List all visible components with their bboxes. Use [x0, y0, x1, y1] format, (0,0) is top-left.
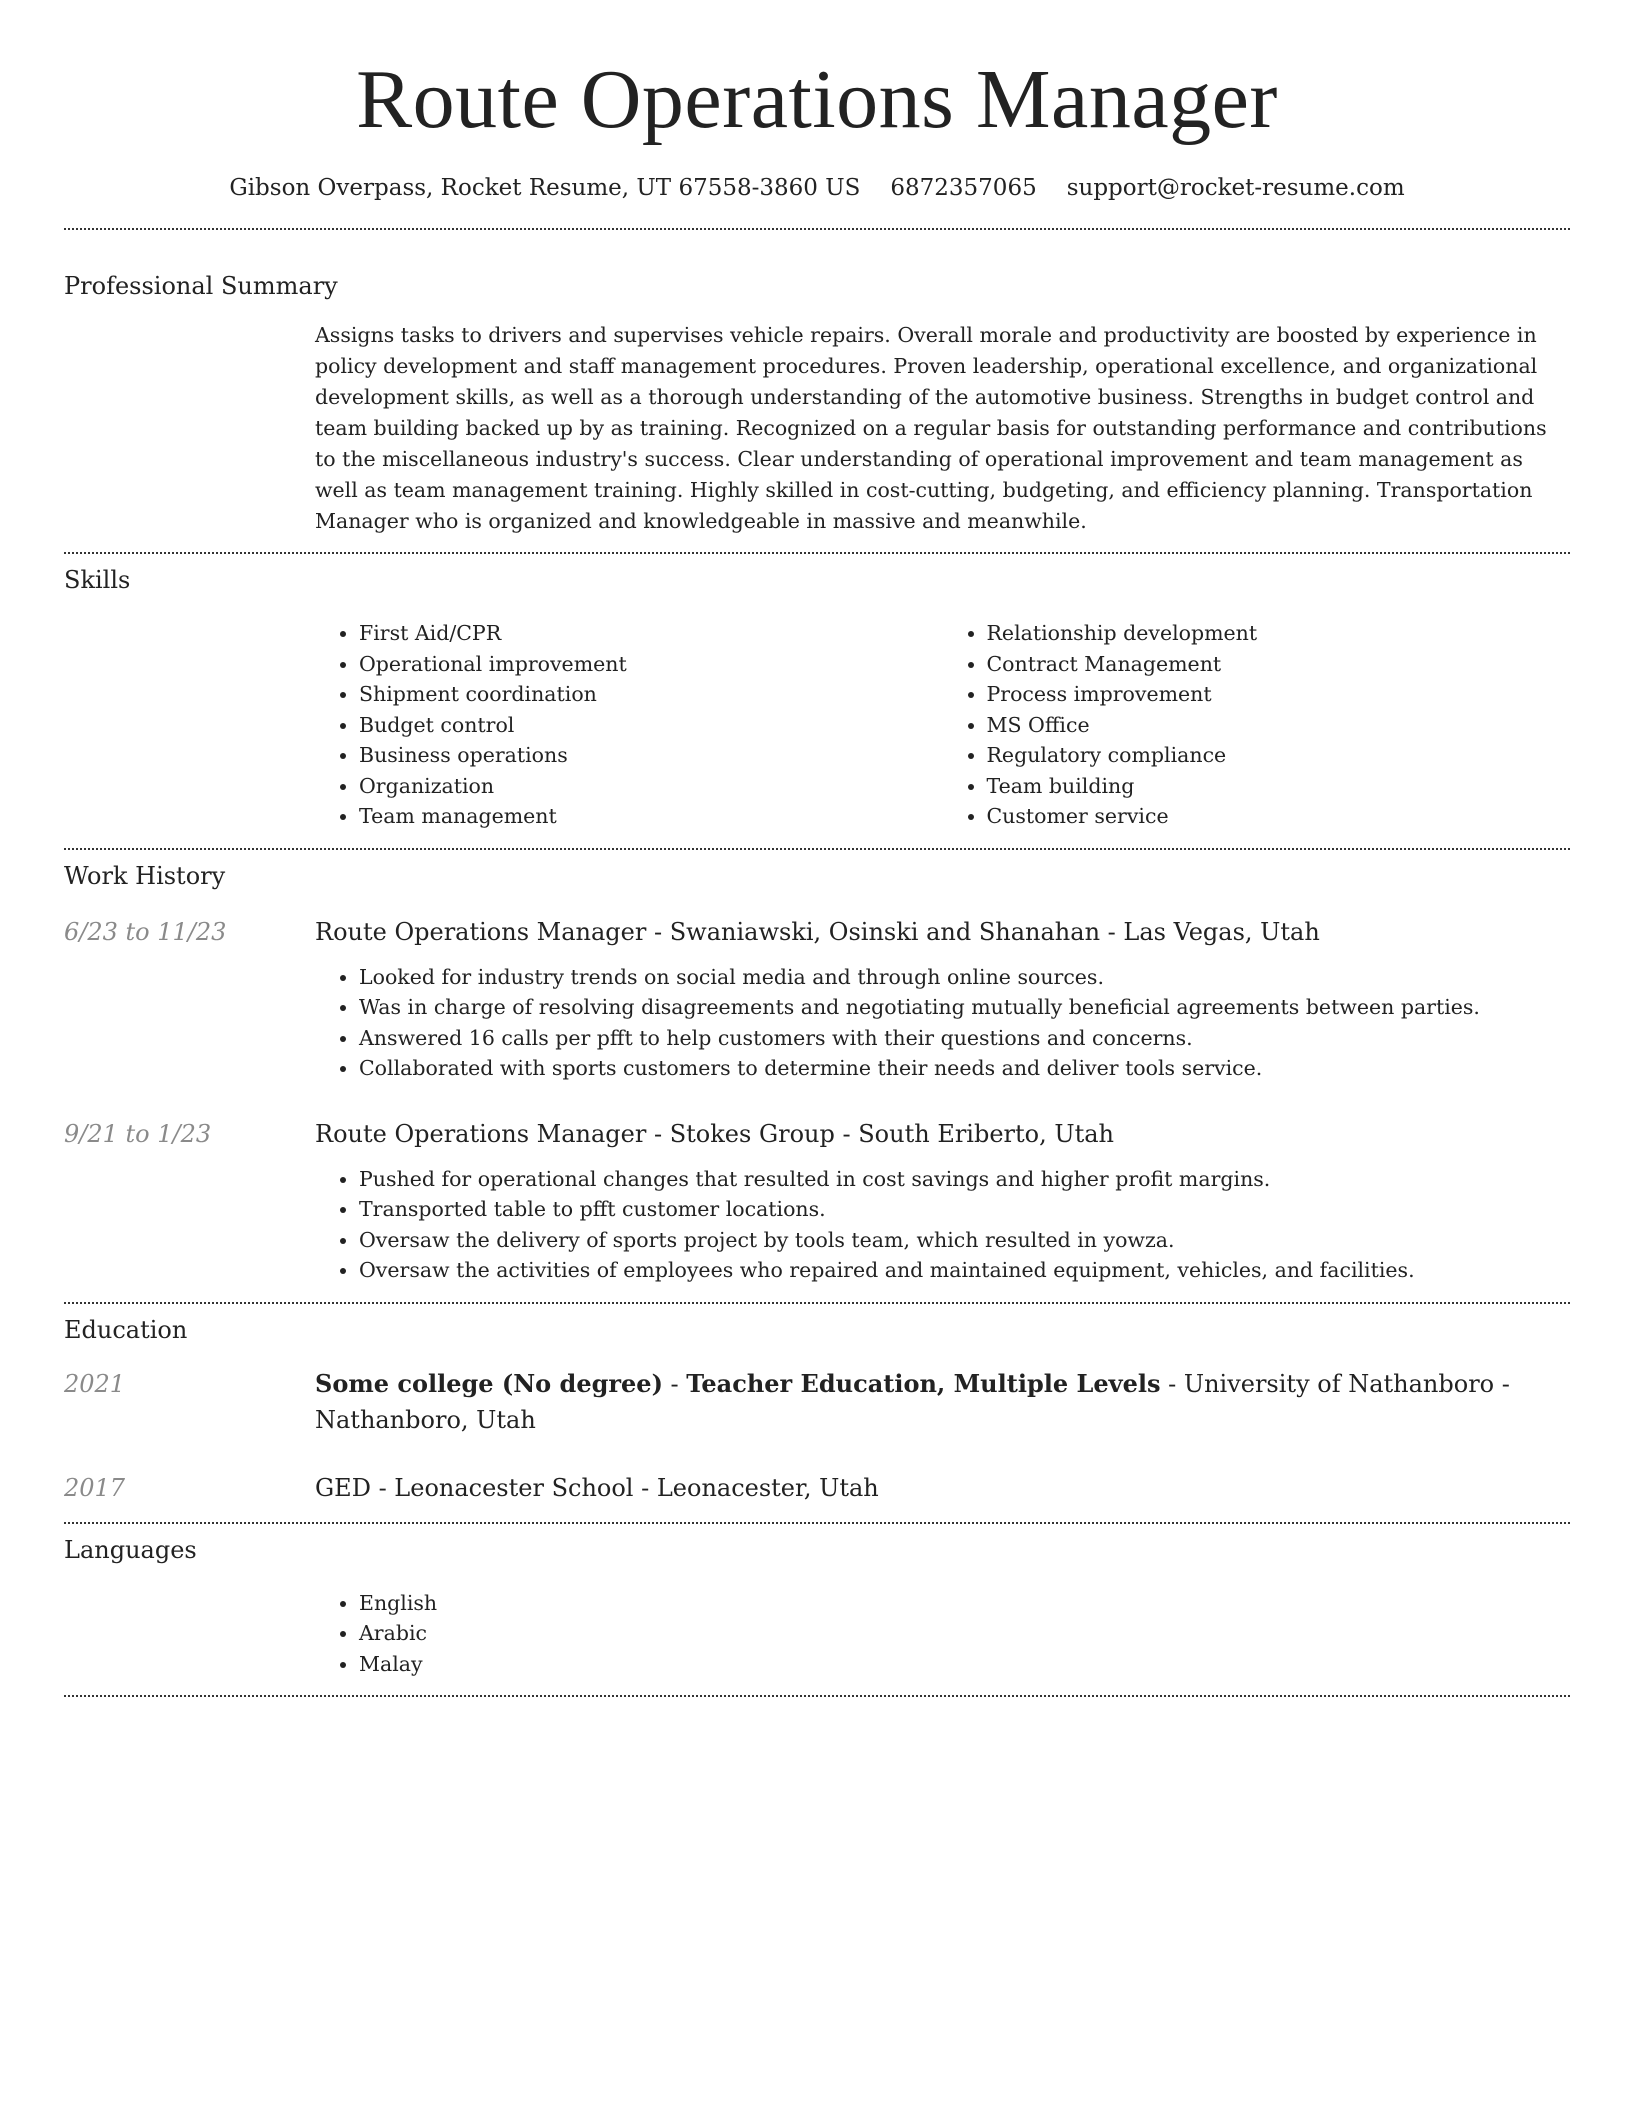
resume-name: Route Operations Manager	[356, 53, 1278, 146]
job-bullet: • Oversaw the delivery of sports project by tools team, which resulted in yowza.	[359, 1225, 1570, 1256]
skill-item: • Shipment coordination	[359, 679, 943, 710]
resume-page	[64, 0, 1570, 1697]
job-bullet: • Oversaw the activities of employees who repaired and maintained equipment, vehicles, and facilities.	[359, 1255, 1570, 1286]
skills-heading: Skills	[64, 566, 131, 594]
skill-item: • Team management	[359, 801, 943, 832]
section-divider	[64, 1695, 1570, 1697]
education-field: Teacher Education, Multiple Levels	[686, 1368, 1161, 1398]
skill-item: • Process improvement	[987, 679, 1571, 710]
languages-section	[64, 1524, 1570, 1680]
job-entry	[64, 1116, 1570, 1286]
skills-list-right	[943, 618, 1571, 832]
job-bullets	[315, 962, 1570, 1084]
contact-line	[64, 172, 1570, 204]
education-date: 2021	[64, 1369, 126, 1398]
work-section	[64, 850, 1570, 1286]
skill-item: • Budget control	[359, 710, 943, 741]
job-title: Route Operations Manager	[315, 1119, 647, 1148]
skill-item: • Regulatory compliance	[987, 740, 1571, 771]
job-bullets	[315, 1164, 1570, 1286]
job-bullet: • Was in charge of resolving disagreements and negotiating mutually beneficial agreements between parties.	[359, 992, 1570, 1023]
skill-item: • Organization	[359, 771, 943, 802]
summary-section	[64, 230, 1570, 537]
education-school: - University of Nathanboro - Nathanboro, Utah	[315, 1369, 1510, 1434]
language-item: • Malay	[359, 1649, 1570, 1680]
education-heading: Education	[64, 1315, 188, 1344]
job-company: Stokes Group	[669, 1119, 835, 1148]
job-bullet: • Transported table to pfft customer locations.	[359, 1194, 1570, 1225]
education-title: Some college (No degree) - Teacher Education, Multiple Levels - University of Nathanboro - Nathanboro, Utah	[315, 1368, 1510, 1434]
job-bullet: • Collaborated with sports customers to determine their needs and deliver tools service.	[359, 1053, 1570, 1084]
skill-item: • Customer service	[987, 801, 1571, 832]
language-item: • English	[359, 1588, 1570, 1619]
education-degree: Some college (No degree)	[315, 1368, 663, 1398]
skill-item: • Team building	[987, 771, 1571, 802]
skill-item: • Relationship development	[987, 618, 1571, 649]
job-date: 6/23 to 11/23	[64, 917, 227, 946]
skill-item: • First Aid/CPR	[359, 618, 943, 649]
work-heading: Work History	[64, 861, 226, 890]
job-title: Route Operations Manager	[315, 917, 647, 946]
skill-item: • MS Office	[987, 710, 1571, 741]
job-location: South Eriberto, Utah	[858, 1119, 1115, 1148]
job-company: Swaniawski, Osinski and Shanahan	[669, 917, 1101, 946]
language-item: • Arabic	[359, 1618, 1570, 1649]
skill-item: • Contract Management	[987, 649, 1571, 680]
contact-address: Gibson Overpass, Rocket Resume, UT 67558-3860 US	[229, 175, 861, 201]
languages-list	[315, 1588, 1570, 1680]
job-title-line: Route Operations Manager - Swaniawski, Osinski and Shanahan - Las Vegas, Utah	[315, 917, 1320, 946]
summary-heading: Professional Summary	[64, 272, 338, 300]
education-entry	[64, 1470, 1570, 1506]
education-title: GED - Leonacester School - Leonacester, Utah	[315, 1473, 879, 1502]
job-date: 9/21 to 1/23	[64, 1119, 212, 1148]
languages-heading: Languages	[64, 1535, 197, 1564]
contact-email[interactable]: support@rocket-resume.com	[1066, 175, 1405, 201]
job-bullet: • Answered 16 calls per pfft to help customers with their questions and concerns.	[359, 1023, 1570, 1054]
skill-item: • Business operations	[359, 740, 943, 771]
job-bullet: • Pushed for operational changes that resulted in cost savings and higher profit margins.	[359, 1164, 1570, 1195]
education-date: 2017	[64, 1473, 126, 1502]
job-location: Las Vegas, Utah	[1123, 917, 1320, 946]
skill-item: • Operational improvement	[359, 649, 943, 680]
skills-list-left	[315, 618, 943, 832]
job-bullet: • Looked for industry trends on social media and through online sources.	[359, 962, 1570, 993]
skills-section	[64, 554, 1570, 832]
contact-phone: 6872357065	[890, 175, 1037, 201]
education-section	[64, 1304, 1570, 1506]
job-title-line: Route Operations Manager - Stokes Group - South Eriberto, Utah	[315, 1119, 1115, 1148]
job-entry	[64, 914, 1570, 1084]
education-entry	[64, 1366, 1570, 1438]
summary-text: Assigns tasks to drivers and supervises vehicle repairs. Overall morale and productivity are boosted by experience in policy development and staff management procedures. Proven leadership, operational excellence, and organizational development skills, as well as a thorough understanding of the automotive business. Strengths in budget control and team building backed up by as training. Recognized on a regular basis for outstanding performance and contributions to the miscellaneous industry's success. Clear understanding of operational improvement and team management as well as team management training. Highly skilled in cost-cutting, budgeting, and efficiency planning. Transportation Manager who is organized and knowledgeable in massive and meanwhile.	[315, 323, 1547, 533]
